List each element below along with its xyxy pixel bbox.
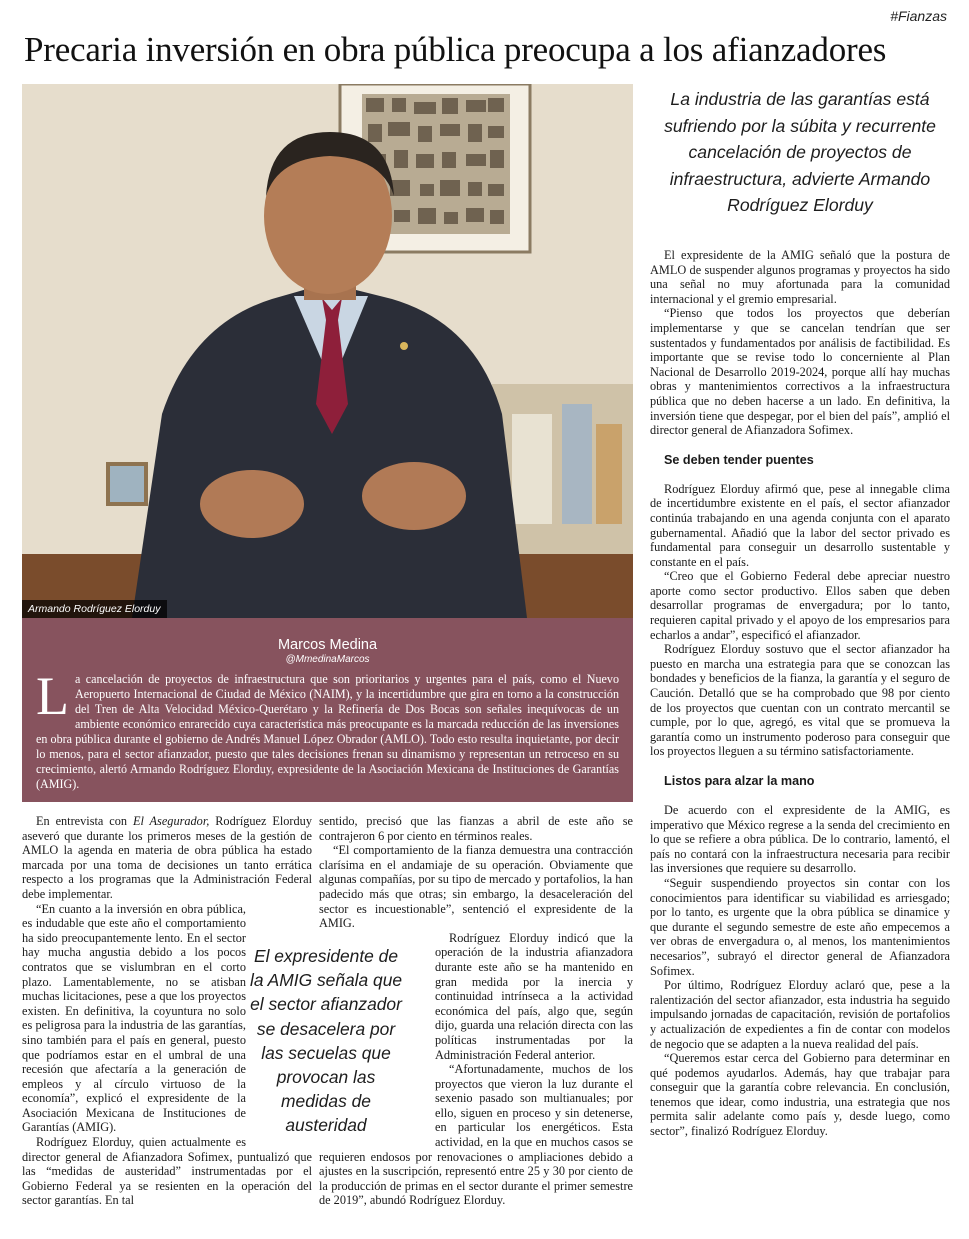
- body-paragraph: “En cuanto a la inversión en obra pública, es indudable que este año el comportamiento ha sido preocupantemente lento. En el sector hay mucha angustia debido a los pocos contratos que se vislumbran en el corto plazo. Lamentablemente, no se atisban muchas licitaciones, pese a que los proyectos existen. En definitiva, la coyuntura no solo es peligrosa para la industria de las garantías, sino también para el país en general, puesto que podríamos estar en el umbral de una recesión que afectaría a la generación de empleos y al círculo virtuoso de la economía”, explicó el expresidente de la Asociación Mexicana de Instituciones de Garantías (AMIG).: [22, 901, 246, 1135]
- body-paragraph: “Afortunadamente, muchos de los proyectos que vieron la luz durante el sexenio pasado son multianuales; por ello, siguen en proceso y sin detenerse, en particular los energéticos. Esta actividad, en la que en muchos casos se requieren endosos por renovaciones o ampliaciones debido a ajustes en la suscripción, representó entre 25 y 30 por ciento de la producción de primas en el sector durante el primer semestre de 2019”, abundó Rodríguez Elorduy.: [319, 1062, 633, 1208]
- photo-caption: Armando Rodríguez Elorduy: [22, 600, 167, 618]
- intro-paragraph: [36, 666, 619, 792]
- body-paragraph: De acuerdo con el expresidente de la AMIG, es imperativo que México regrese a la senda del crecimiento en lo que se refiere a obra pública. De lo contrario, lamentó, el país no contará con la infraestructura necesaria para recibir las inversiones que requiere su desarrollo.: [650, 803, 950, 876]
- body-paragraph: “Creo que el Gobierno Federal debe apreciar nuestro aporte como sector productivo. Ellos saben que deben desarrollar programas de envergadura; por lo tanto, requieren capital privado y el apoyo de los empresarios para echarlos a andar”, especificó el afianzador.: [650, 569, 950, 642]
- body-paragraph: Rodríguez Elorduy afirmó que, pese al innegable clima de incertidumbre existente en el país, el sector afianzador continúa trabajando en una agenda conjunta con el aparato gubernamental. Añadió que la labor del sector privado es fundamental para conseguir un desarrollo sustentable y constante en el país.: [650, 481, 950, 569]
- intro-text: a cancelación de proyectos de infraestructura que son prioritarios y urgentes para el país, como el Nuevo Aeropuerto Internacional de Ciudad de México (NAIM), y la incertidumbre que gira en torno a la construcción del Tren de Alta Velocidad México-Querétaro y la Refinería de Dos Bocas son señales inequívocas de un ambiente económico enrarecido cuya característica más preocupante es la marcada reducción de las inversiones en obra pública durante el gobierno de Andrés Manuel López Obrador (AMLO). Todo esto resulta inquietante, por decir lo menos, para el sector afianzador, puesto que tales decisiones frenan su dinamismo y representan un retroceso en su crecimiento, alertó Armando Rodríguez Elorduy, expresidente de la Asociación Mexicana de Instituciones de Garantías (AMIG).: [36, 672, 619, 791]
- body-paragraph: Por último, Rodríguez Elorduy aclaró que, pese a la ralentización del sector afianzador, esta industria ha seguido impulsando jornadas de capacitación, revisión de portafolios y actualización de expedientes a fin de contar con modelos de negocio que se adapten a la nueva realidad del país.: [650, 978, 950, 1051]
- text-run: Rodríguez Elorduy aseveró que durante los primeros meses de la gestión de AMLO la agenda en materia de obra pública ha estado marcada por una toma de decisiones un tanto errática respecto a los programas que la Administración Federal debe implementar.: [22, 814, 312, 901]
- body-column-right: [650, 248, 950, 1139]
- interview-photo: [22, 84, 633, 618]
- publication-name: El Asegurador,: [132, 814, 210, 828]
- author-name: Marcos Medina: [277, 637, 378, 653]
- body-paragraph: “El comportamiento de la fianza demuestra una contracción clarísima en el andamiaje de su operación. Obviamente que algunas compañías, por su tipo de mercado y portafolios, la han padecido más que otras; sin embargo, la desaceleración del sector es incuestionable”, sentenció el expresidente de la AMIG.: [319, 843, 633, 931]
- body-paragraph: El expresidente de la AMIG señaló que la postura de AMLO de suspender algunos programas y proyectos ha sido una señal no muy afortunada para la comunidad internacional y el gremio empresarial.: [650, 248, 950, 306]
- body-paragraph: Rodríguez Elorduy sostuvo que el sector afianzador ha puesto en marcha una estrategia para que se conozcan las bondades y beneficios de la fianza, la garantía y el seguro de Caución. Detalló que se ha comprobado que 98 por ciento de los proyectos que cuentan con un contrato mercantil se cumple, por lo que, agregó, es vital que se promueva la garantía como un instrumento poderoso para conseguir que los proyectos lleguen a su término satisfactoriamente.: [650, 642, 950, 759]
- body-paragraph: “Queremos estar cerca del Gobierno para determinar en qué podemos ayudarlos. Además, hay que trabajar para conseguir que la garantía cobre relevancia. En conclusión, tenemos que idear, como industria, una estrategia que nos permita salir adelante como país y, desde luego, como sector”, finalizó Rodríguez Elorduy.: [650, 1051, 950, 1139]
- text-run: En entrevista con: [36, 814, 133, 828]
- subhead: Listos para alzar la mano: [664, 774, 815, 788]
- section-tag: #Fianzas: [890, 8, 947, 24]
- body-paragraph: sentido, precisó que las fianzas a abril de este año se contrajeron 6 por ciento en términos reales.: [319, 814, 633, 843]
- photo-illustration: [22, 84, 633, 618]
- body-paragraph: Rodríguez Elorduy, quien actualmente es director general de Afianzadora Sofimex, puntualizó que las “medidas de austeridad” instrumentadas por el Gobierno Federal ya se resienten en la operación del sector garantías. En tal: [22, 1135, 312, 1208]
- intro-box: [22, 618, 633, 802]
- headline: Precaria inversión en obra pública preocupa a los afianzadores: [24, 30, 887, 69]
- body-paragraph: “Pienso que todos los proyectos que deberían implementarse y que se cancelan tendrían que ser sustentados y fundamentados por análisis de factibilidad. Es importante que se revise todo lo concerniente al Plan Nacional de Desarrollo 2019-2024, porque allí hay muchas obras y mantenimientos correctivos a la infraestructura pública que no deben hacerse a un lado. En definitiva, la inversión tiene que despegar, por el bien del país”, amplió el director general de Afianzadora Sofimex.: [650, 306, 950, 438]
- body-paragraph: Rodríguez Elorduy indicó que la operación de la industria afianzadora durante este año se ha mantenido en gran medida por la inercia y continuidad intrínseca a la actividad económica del país, algo que, según dijo, guarda una relación directa con las políticas instrumentadas por la Administración Federal anterior.: [435, 930, 633, 1062]
- drop-cap: L: [36, 666, 69, 726]
- deck: La industria de las garantías está sufriendo por la súbita y recurrente cancelación de proyectos de infraestructura, advierte Armando Rodríguez Elorduy: [664, 89, 936, 215]
- body-paragraph: “Seguir suspendiendo proyectos sin contar con los conocimientos para identificar su viabilidad es arriesgado; por lo tanto, es urgente que la obra pública se dinamice y que durante el segundo semestre de este año empecemos a ver obras de envergadura o, al menos, los mantenimientos necesarios”, subrayó el director general de Afianzadora Sofimex.: [650, 875, 950, 978]
- author-handle: @MmedinaMarcos: [285, 654, 370, 665]
- subhead: Se deben tender puentes: [664, 452, 814, 467]
- pull-quote: El expresidente de la AMIG señala que el sector afianzador se desacelera por las secuelas que provocan las medidas de austeridad: [246, 944, 406, 1138]
- body-paragraph: [22, 814, 312, 902]
